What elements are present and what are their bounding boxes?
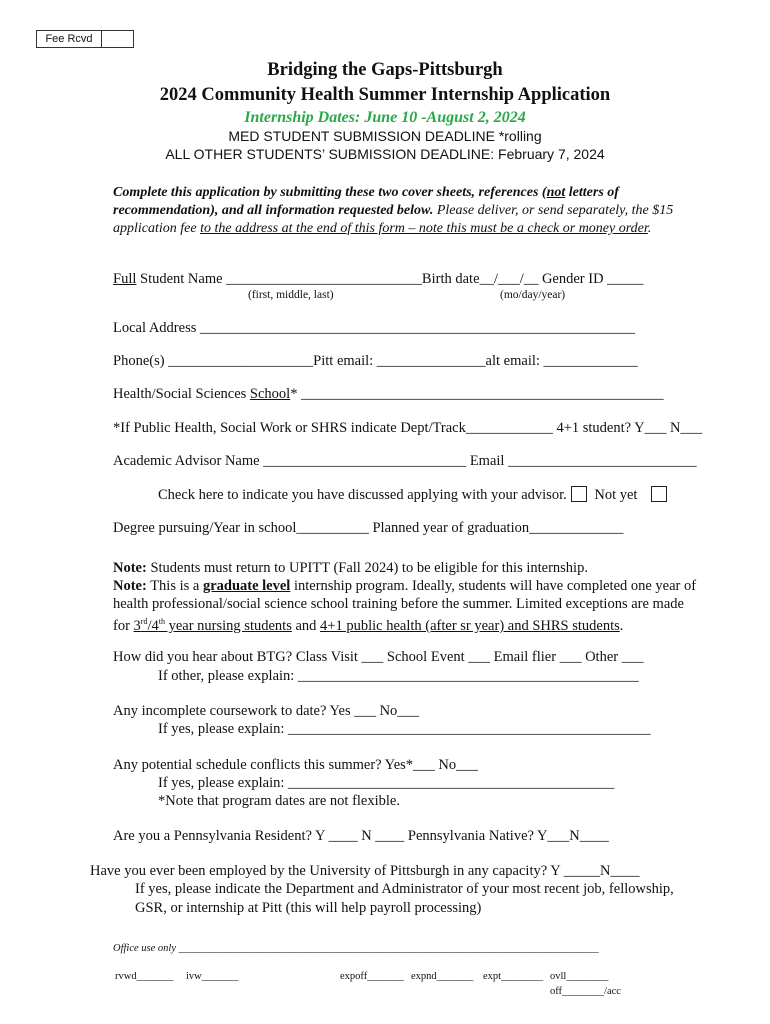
- sup-rd: rd: [140, 617, 148, 626]
- note-text-a: This is a: [146, 578, 203, 594]
- office-expt: expt________: [483, 971, 544, 982]
- instructions-address-note: to the address at the end of this form – note this must be a check or money order: [200, 221, 648, 236]
- fee-received-label: Fee Rcvd: [37, 31, 102, 47]
- not-yet-checkbox[interactable]: [651, 486, 667, 502]
- advisor-check-row: [158, 486, 671, 504]
- note-text-b: internship program. Ideally, students will have completed one year of health professional/social science school training before the summer. Limited exceptions are made for: [113, 578, 697, 634]
- phone-email-field[interactable]: Phone(s) ____________________Pitt email: _______________alt email: _____________: [113, 353, 638, 369]
- note-and: and: [291, 617, 321, 634]
- other-deadline: ALL OTHER STUDENTS’ SUBMISSION DEADLINE: February 7, 2024: [165, 146, 605, 162]
- pitt-employment-explain-1: If yes, please indicate the Department and Administrator of your most recent job, fellowship,: [135, 881, 674, 897]
- schedule-explain-field[interactable]: If yes, please explain: _____________________________________________: [158, 775, 615, 791]
- office-ivw: ivw_______: [186, 971, 239, 982]
- coursework-explain-field[interactable]: If yes, please explain: __________________________________________________: [158, 721, 651, 737]
- office-use-row: [113, 943, 599, 954]
- note-graduate-level: [113, 577, 698, 635]
- note-label: Note:: [113, 560, 147, 576]
- student-name-field[interactable]: [113, 271, 643, 288]
- advisor-check-text: Check here to indicate you have discussed applying with your advisor.: [158, 487, 567, 503]
- office-expnd: expnd_______: [411, 971, 474, 982]
- instructions-fee: Please deliver, or send separately, the $15 application fee: [113, 203, 674, 236]
- hear-about-question[interactable]: How did you hear about BTG? Class Visit ___ School Event ___ Email flier ___ Other ___: [113, 649, 644, 665]
- instructions-period: .: [647, 221, 652, 236]
- hear-explain-field[interactable]: If other, please explain: _______________________________________________: [158, 668, 639, 684]
- office-expoff: expoff_______: [340, 971, 404, 982]
- office-use-label: Office use only: [113, 943, 176, 954]
- nursing-4: /4: [147, 617, 159, 634]
- sup-th: th: [158, 617, 165, 626]
- office-ovll: ovll________: [550, 971, 609, 982]
- advisor-field[interactable]: Academic Advisor Name ____________________________ Email __________________________: [113, 453, 697, 469]
- public-health-exception: 4+1 public health (after sr year) and SHRS students: [320, 617, 620, 634]
- birthdate-hint: (mo/day/year): [500, 289, 566, 301]
- nursing-rest: year nursing students: [164, 617, 292, 634]
- school-line: * __________________________________________________: [290, 386, 664, 402]
- school-label: School: [249, 386, 291, 402]
- note-return: [113, 560, 588, 577]
- form-title: Bridging the Gaps-Pittsburgh: [267, 60, 503, 80]
- office-use-line: ________________________________________________________________________________: [175, 943, 599, 954]
- schedule-question[interactable]: Any potential schedule conflicts this summer? Yes*___ No___: [113, 757, 478, 773]
- pa-resident-question[interactable]: Are you a Pennsylvania Resident? Y ____ N ____ Pennsylvania Native? Y___N____: [113, 828, 609, 844]
- coursework-question[interactable]: Any incomplete coursework to date? Yes ___ No___: [113, 703, 420, 719]
- schedule-note: *Note that program dates are not flexible.: [158, 793, 400, 809]
- graduate-level: graduate level: [202, 578, 291, 594]
- fee-received-box: [36, 30, 134, 48]
- note-period: .: [619, 617, 624, 634]
- office-off-acc: off________/acc: [550, 986, 621, 997]
- name-hint: (first, middle, last): [248, 289, 334, 301]
- degree-field[interactable]: Degree pursuing/Year in school__________ Planned year of graduation_____________: [113, 520, 624, 536]
- local-address-field[interactable]: Local Address ____________________________________________________________: [113, 320, 635, 336]
- nursing-exception: [134, 618, 292, 634]
- nursing-3: 3: [133, 617, 141, 634]
- pitt-employment-question[interactable]: Have you ever been employed by the University of Pittsburgh in any capacity? Y _____N____: [90, 863, 640, 879]
- instructions-bold-end: letters of recommendation), and all information requested below.: [113, 185, 619, 218]
- med-deadline: MED STUDENT SUBMISSION DEADLINE *rolling: [228, 128, 542, 144]
- full-label: Full: [113, 271, 137, 287]
- school-label-pre: Health/Social Sciences: [113, 386, 250, 402]
- internship-dates: Internship Dates: June 10 -August 2, 2024: [244, 109, 526, 126]
- instructions-paragraph: [113, 184, 698, 238]
- note-label-2: Note:: [113, 578, 147, 594]
- instructions-bold: Complete this application by submitting these two cover sheets, references (: [113, 185, 547, 200]
- not-yet-label: Not yet: [594, 487, 638, 503]
- note-return-text: Students must return to UPITT (Fall 2024) to be eligible for this internship.: [146, 560, 588, 576]
- pitt-employment-explain-2: GSR, or internship at Pitt (this will help payroll processing): [135, 900, 482, 916]
- advisor-discussed-checkbox[interactable]: [571, 486, 587, 502]
- office-rvwd: rvwd_______: [115, 971, 174, 982]
- instructions-not: not: [546, 185, 566, 200]
- dept-track-field[interactable]: *If Public Health, Social Work or SHRS indicate Dept/Track____________ 4+1 student? Y___ N___: [113, 420, 703, 436]
- name-row-text: Student Name ___________________________Birth date__/___/__ Gender ID _____: [136, 271, 644, 287]
- form-subtitle: 2024 Community Health Summer Internship Application: [159, 85, 611, 105]
- school-field[interactable]: [113, 386, 664, 403]
